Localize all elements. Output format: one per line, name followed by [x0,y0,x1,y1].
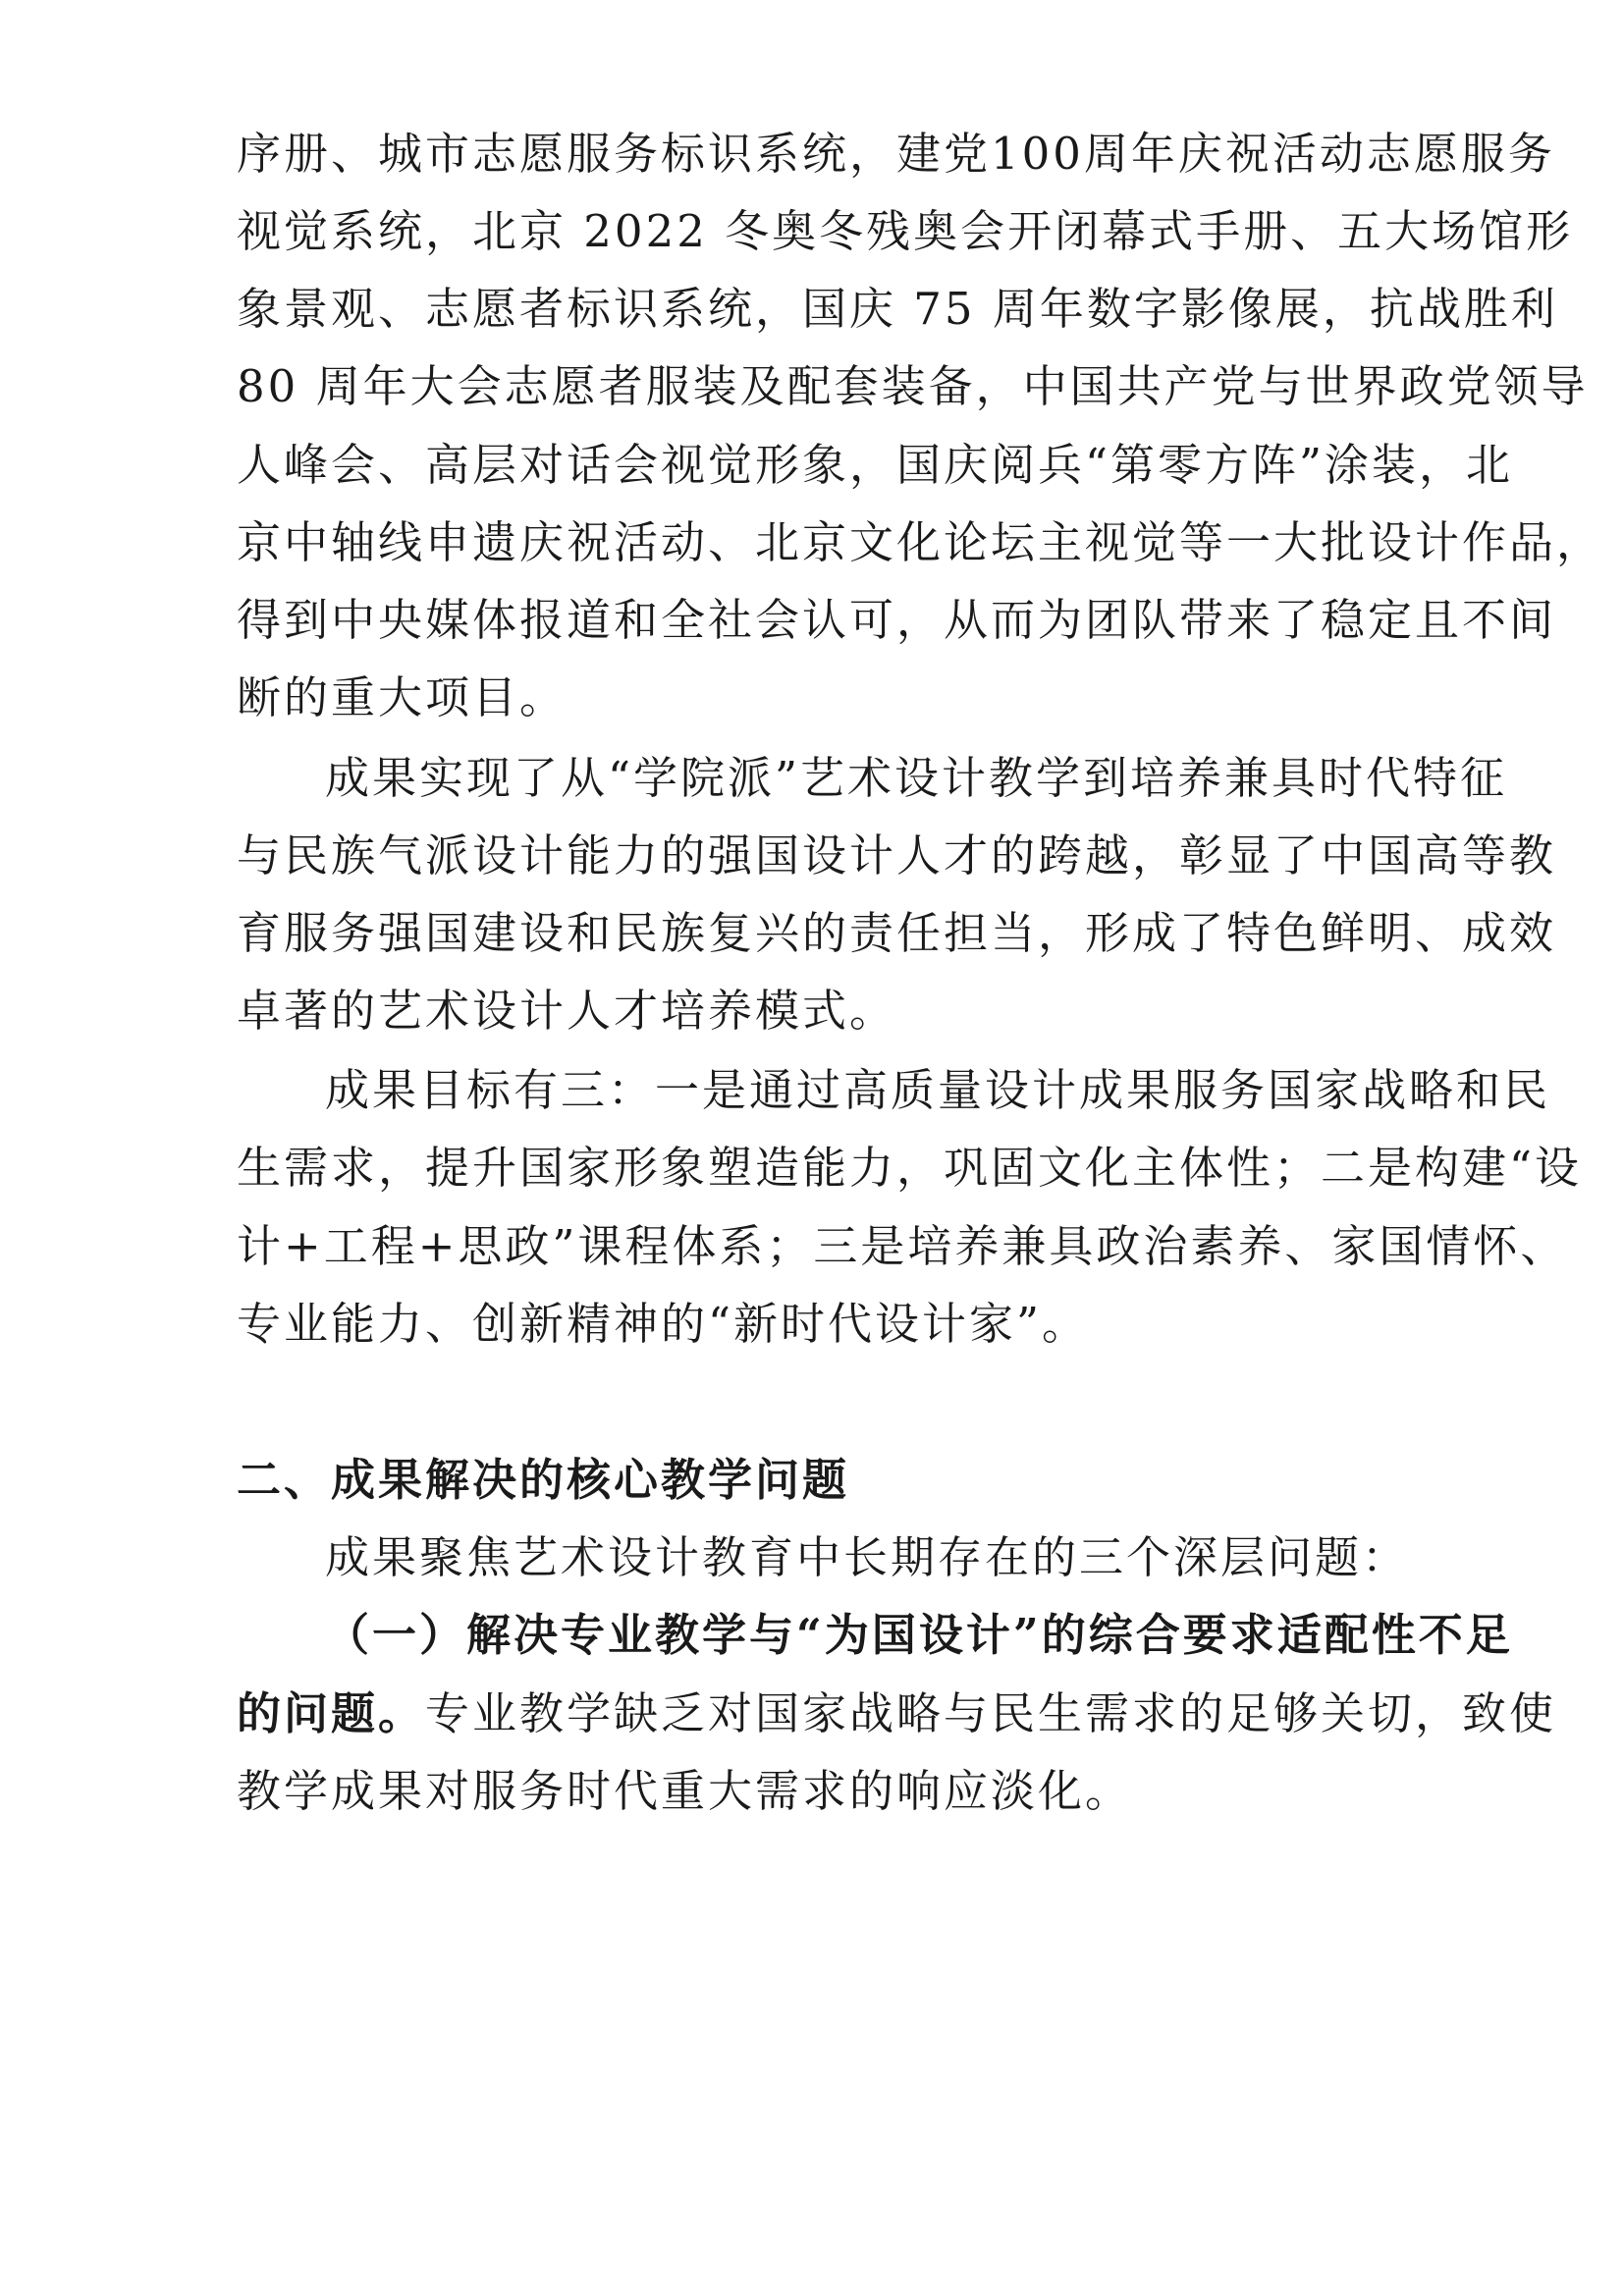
paragraph-line: 成果聚焦艺术设计教育中长期存在的三个深层问题： [325,1531,1410,1583]
paragraph-line: 成果目标有三：一是通过高质量设计成果服务国家战略和民 [325,1064,1551,1116]
subsection-heading: （一）解决专业教学与“为国设计”的综合要求适配性不足 [325,1609,1513,1661]
paragraph-inline-text: 专业教学缺乏对国家战略与民生需求的足够关切，致使 [425,1687,1557,1739]
paragraph-line: 育服务强国建设和民族复兴的责任担当，形成了特色鲜明、成效 [237,907,1557,959]
paragraph-line: 得到中央媒体报道和全社会认可，从而为团队带来了稳定且不间 [237,594,1557,646]
paragraph-line: 断的重大项目。 [237,671,568,723]
paragraph-line: 卓著的艺术设计人才培养模式。 [237,985,897,1037]
paragraph-line: 序册、城市志愿服务标识系统，建党100周年庆祝活动志愿服务 [237,128,1555,180]
paragraph-line-mixed [237,1684,1557,1743]
paragraph-line: 人峰会、高层对话会视觉形象，国庆阅兵“第零方阵”涂装，北 [237,439,1514,491]
paragraph-line: 生需求，提升国家形象塑造能力，巩固文化主体性；二是构建“设 [237,1142,1583,1194]
paragraph-line: 专业能力、创新精神的“新时代设计家”。 [237,1298,1090,1350]
paragraph-line: 象景观、志愿者标识系统，国庆 75 周年数字影像展，抗战胜利 [237,283,1558,335]
paragraph-line: 视觉系统，北京 2022 冬奥冬残奥会开闭幕式手册、五大场馆形 [237,205,1574,257]
paragraph-line: 80 周年大会志愿者服装及配套装备，中国共产党与世界政党领导 [237,360,1589,412]
bold-inline-text: 的问题。 [237,1687,426,1739]
paragraph-line: 教学成果对服务时代重大需求的响应淡化。 [237,1765,1133,1817]
paragraph-line: 成果实现了从“学院派”艺术设计教学到培养兼具时代特征 [325,752,1508,804]
paragraph-line: 与民族气派设计能力的强国设计人才的跨越，彰显了中国高等教 [237,829,1557,881]
section-heading: 二、成果解决的核心教学问题 [237,1454,850,1506]
paragraph-line: 京中轴线申遗庆祝活动、北京文化论坛主视觉等一大批设计作品， [237,516,1604,568]
paragraph-line: 计+工程+思政”课程体系；三是培养兼具政治素养、家国情怀、 [237,1220,1568,1272]
